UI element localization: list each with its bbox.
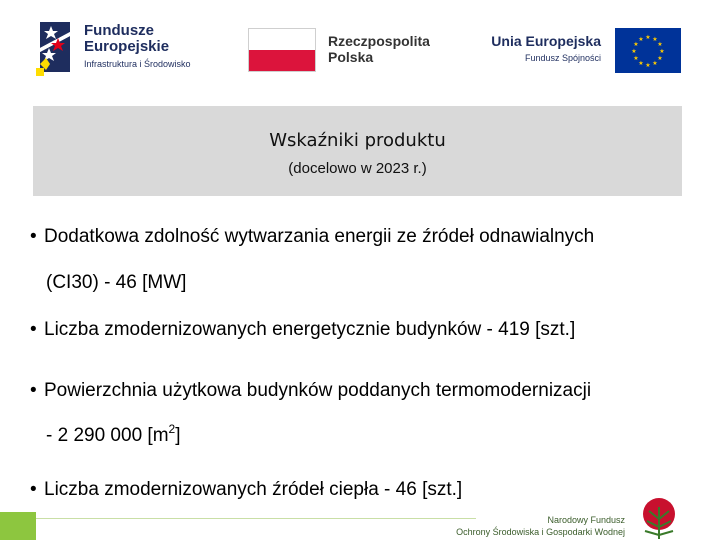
svg-text:★: ★ [652,36,658,43]
unia-europejska-logo [486,28,681,73]
svg-text:★: ★ [645,34,651,41]
svg-text:★: ★ [657,41,663,48]
fe-logo-line1: Fundusze [84,22,154,39]
fundusze-europejskie-mark-icon [36,18,76,76]
svg-text:★: ★ [652,60,658,67]
rzeczpospolita-polska-logo [248,28,448,72]
bullet-icon: • [30,226,37,247]
page-title: Wskaźniki produktu [269,130,446,151]
list-item-text: Liczba zmodernizowanych energetycznie budynków - 419 [szt.] [44,319,576,340]
area-unit-superscript: 2 [168,422,176,436]
nfosigw-logo [456,497,685,540]
svg-text:★: ★ [631,48,637,55]
footer-green-bar [0,512,36,540]
svg-text:★: ★ [638,36,644,43]
fundusze-europejskie-logo [36,18,246,76]
list-item-continuation [46,422,181,447]
list-item [30,319,575,341]
area-value-end: ] [175,425,181,446]
svg-text:★: ★ [633,41,639,48]
nf-logo-line1: Narodowy Fundusz [547,515,625,525]
list-item [30,380,591,402]
ue-logo-line2: Fundusz Spójności [524,53,601,63]
page-subtitle: (docelowo w 2023 r.) [288,160,427,177]
svg-text:★: ★ [659,48,665,55]
bullet-icon: • [30,479,37,500]
rp-logo-line1: Rzeczpospolita [328,33,430,49]
svg-text:★: ★ [633,55,639,62]
ue-logo-line1: Unia Europejska [491,33,601,49]
area-value: - 2 290 000 [m [46,425,169,446]
svg-text:★: ★ [638,60,644,67]
title-box [33,106,682,196]
list-item-text: Liczba zmodernizowanych źródeł ciepła - 46 [szt.] [44,479,463,500]
list-item-text: Dodatkowa zdolność wytwarzania energii ze źródeł odnawialnych [44,226,595,247]
fe-logo-line2: Europejskie [84,38,170,55]
svg-text:★: ★ [657,55,663,62]
svg-text:★: ★ [645,62,651,69]
bullet-icon: • [30,319,37,340]
fe-logo-line3: Infrastruktura i Środowisko [84,59,191,69]
list-item [30,226,594,248]
footer-divider [36,518,476,519]
list-item-continuation: (CI30) - 46 [MW] [46,272,187,293]
polish-flag-icon [248,28,316,72]
eu-flag-icon [615,28,681,73]
nf-logo-line2: Ochrony Środowiska i Gospodarki Wodnej [456,527,625,537]
nfosigw-tree-icon [633,497,685,540]
list-item-text: Powierzchnia użytkowa budynków poddanych termomodernizacji [44,380,592,401]
rp-logo-line2: Polska [328,49,374,65]
list-item [30,479,462,501]
logo-bar [0,0,720,95]
bullet-icon: • [30,380,37,401]
